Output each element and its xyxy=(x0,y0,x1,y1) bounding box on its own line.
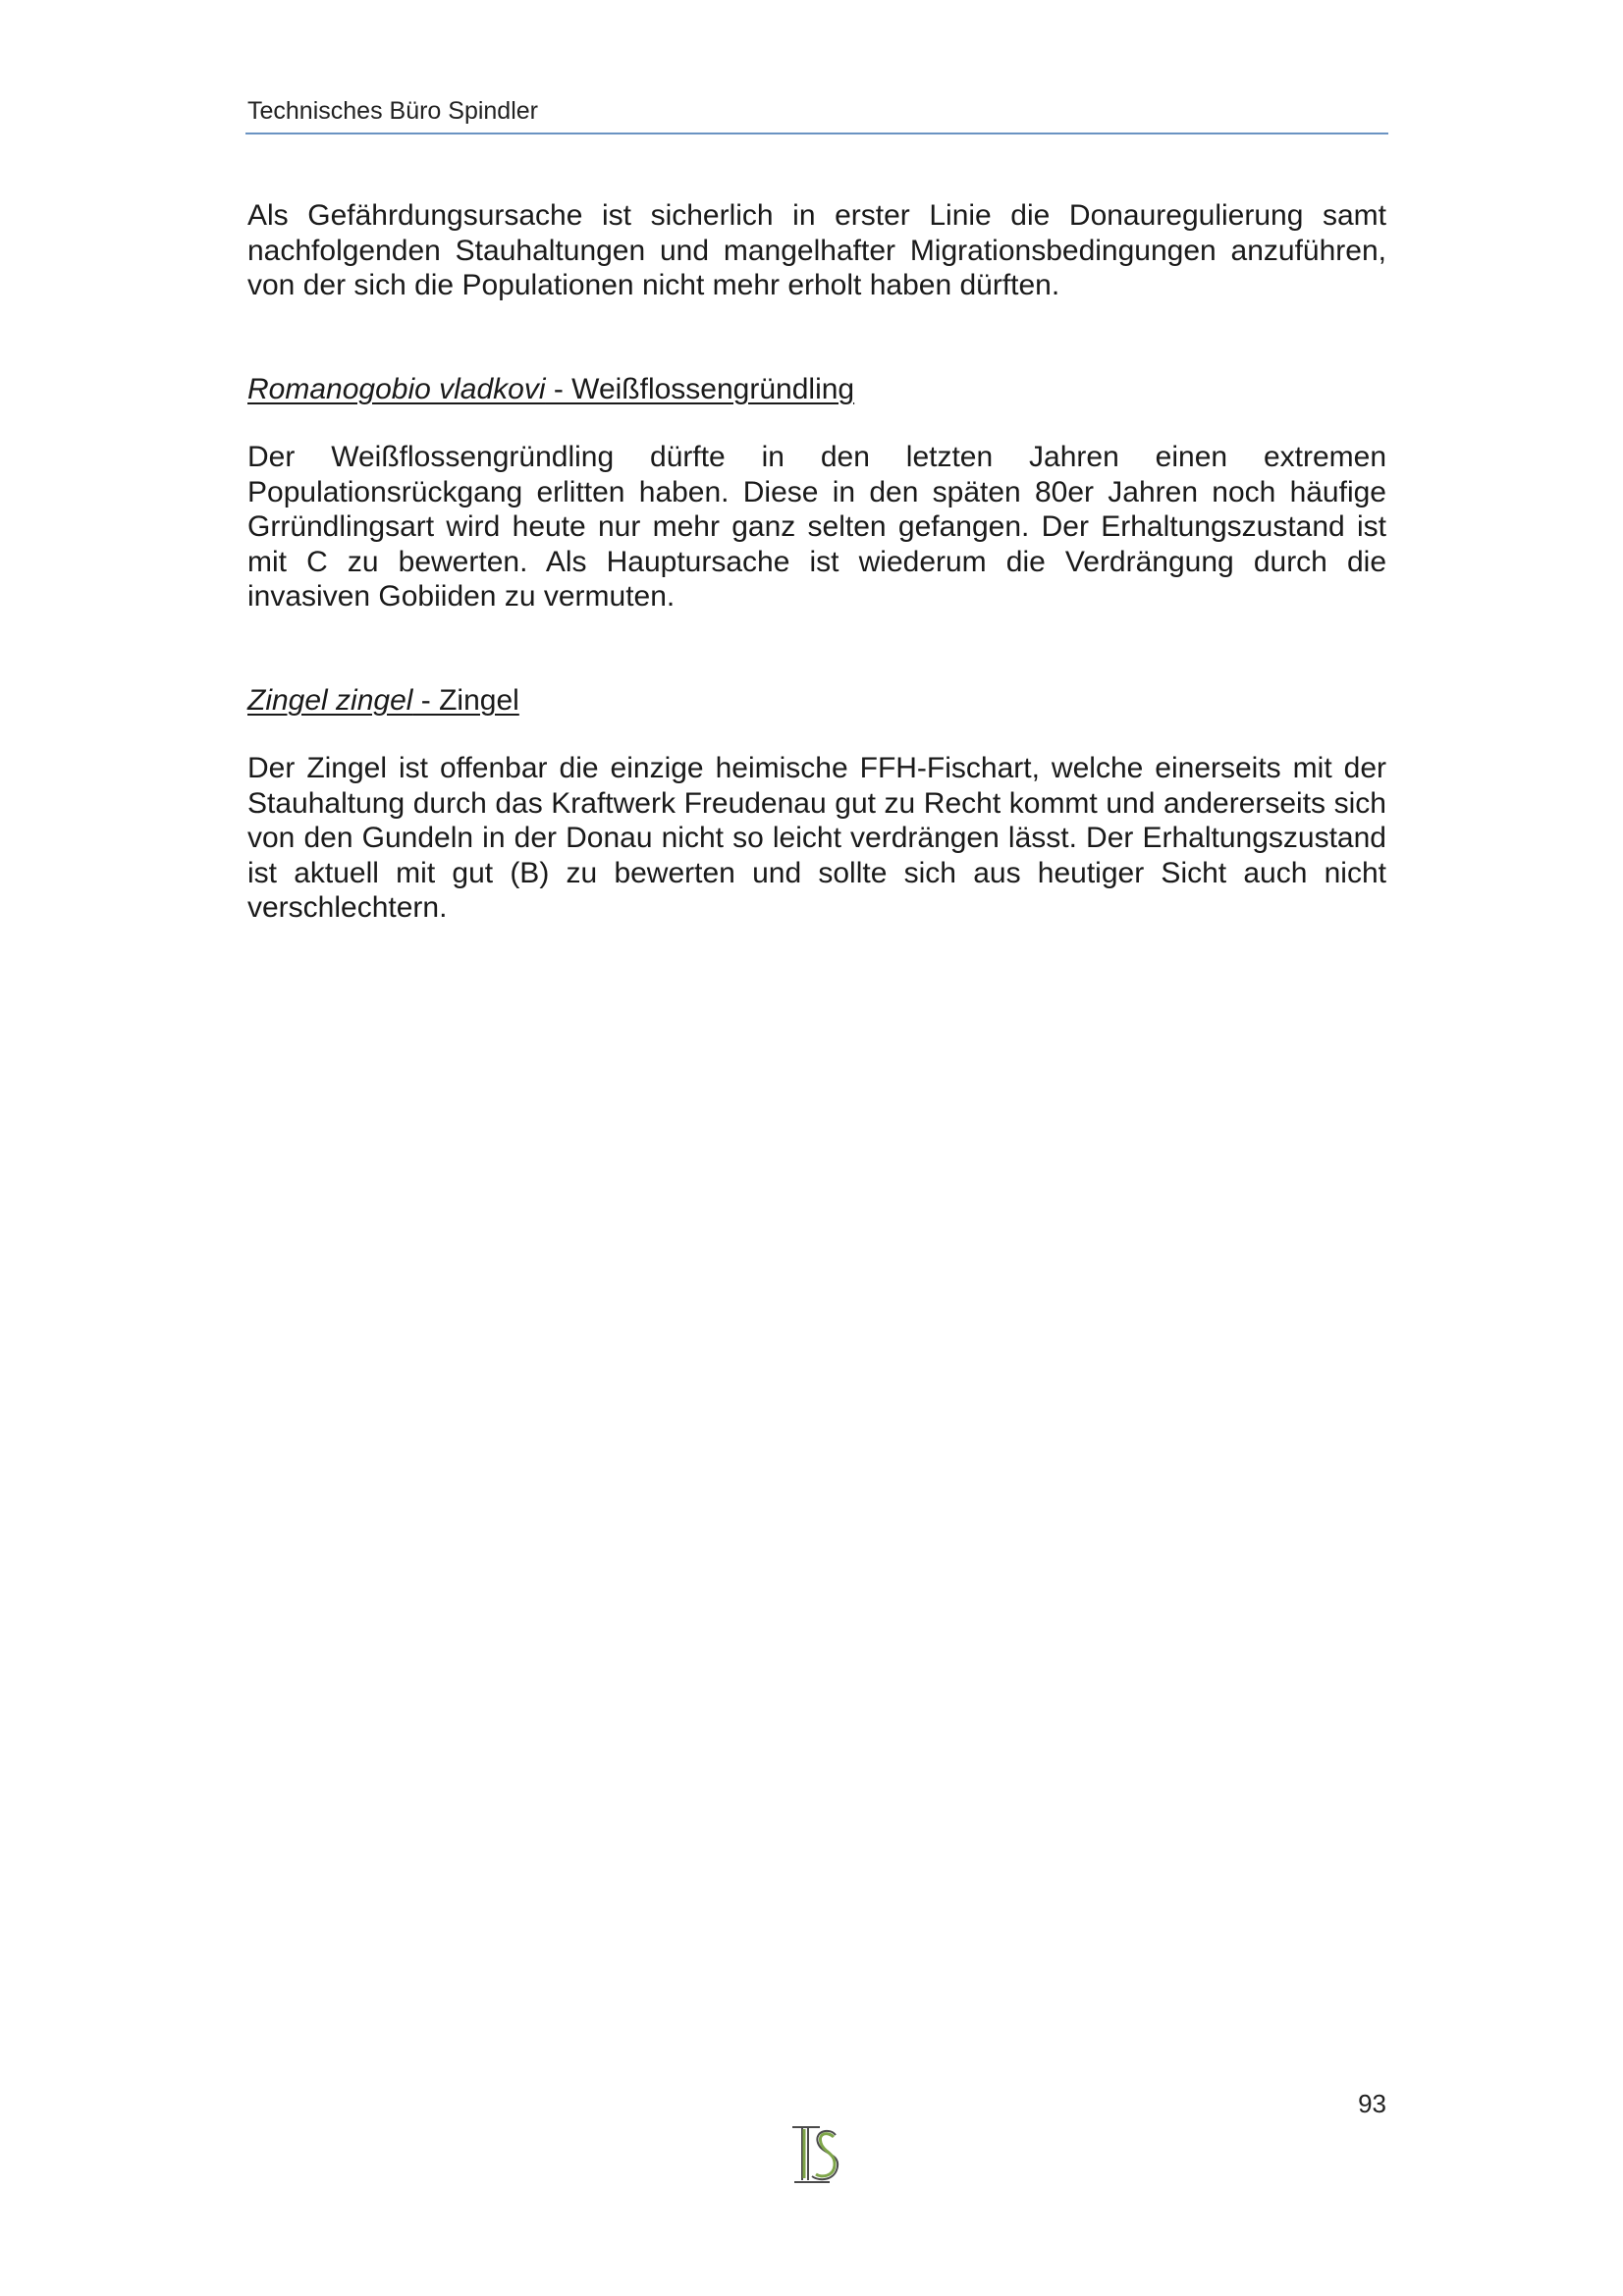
zingel-paragraph: Der Zingel ist offenbar die einzige heimische FFH-Fischart, welche einerseits mit der Stauhaltung durch das Kraftwerk Freudenau gut zu Recht kommt und andererseits sich von den Gundeln in der Donau nicht so leicht verdrängen lässt. Der Erhaltungszustand ist aktuell mit gut (B) zu bewerten und sollte sich aus heutiger Sicht auch nicht verschlechtern. xyxy=(247,752,1386,924)
document-body xyxy=(247,198,1386,926)
page-number: 93 xyxy=(1358,2089,1386,2118)
heading-latin-name: Romanogobio vladkovi xyxy=(247,372,546,405)
section-heading-romanogobio xyxy=(247,372,1386,407)
romanogobio-paragraph: Der Weißflossengründling dürfte in den letzten Jahren einen extremen Populationsrückgang erlitten haben. Diese in den späten 80er Jahren noch häufige Grründlingsart wird heute nur mehr ganz selten gefangen. Der Erhaltungszustand ist mit C zu bewerten. Als Hauptursache ist wiederum die Verdrängung durch die invasiven Gobiiden zu vermuten. xyxy=(247,441,1386,613)
section-heading-zingel xyxy=(247,683,1386,719)
heading-common-name: - Zingel xyxy=(412,683,519,717)
ts-logo-icon xyxy=(790,2123,845,2186)
intro-paragraph: Als Gefährdungsursache ist sicherlich in erster Linie die Donauregulierung samt nachfolgenden Stauhaltungen und mangelhafter Migrationsbedingungen anzuführen, von der sich die Populationen nicht mehr erholt haben dürften. xyxy=(247,199,1386,301)
header-title: Technisches Büro Spindler xyxy=(247,97,538,125)
heading-common-name: - Weißflossengründling xyxy=(545,372,855,405)
heading-latin-name: Zingel zingel xyxy=(247,683,413,717)
page-header xyxy=(245,96,1388,134)
